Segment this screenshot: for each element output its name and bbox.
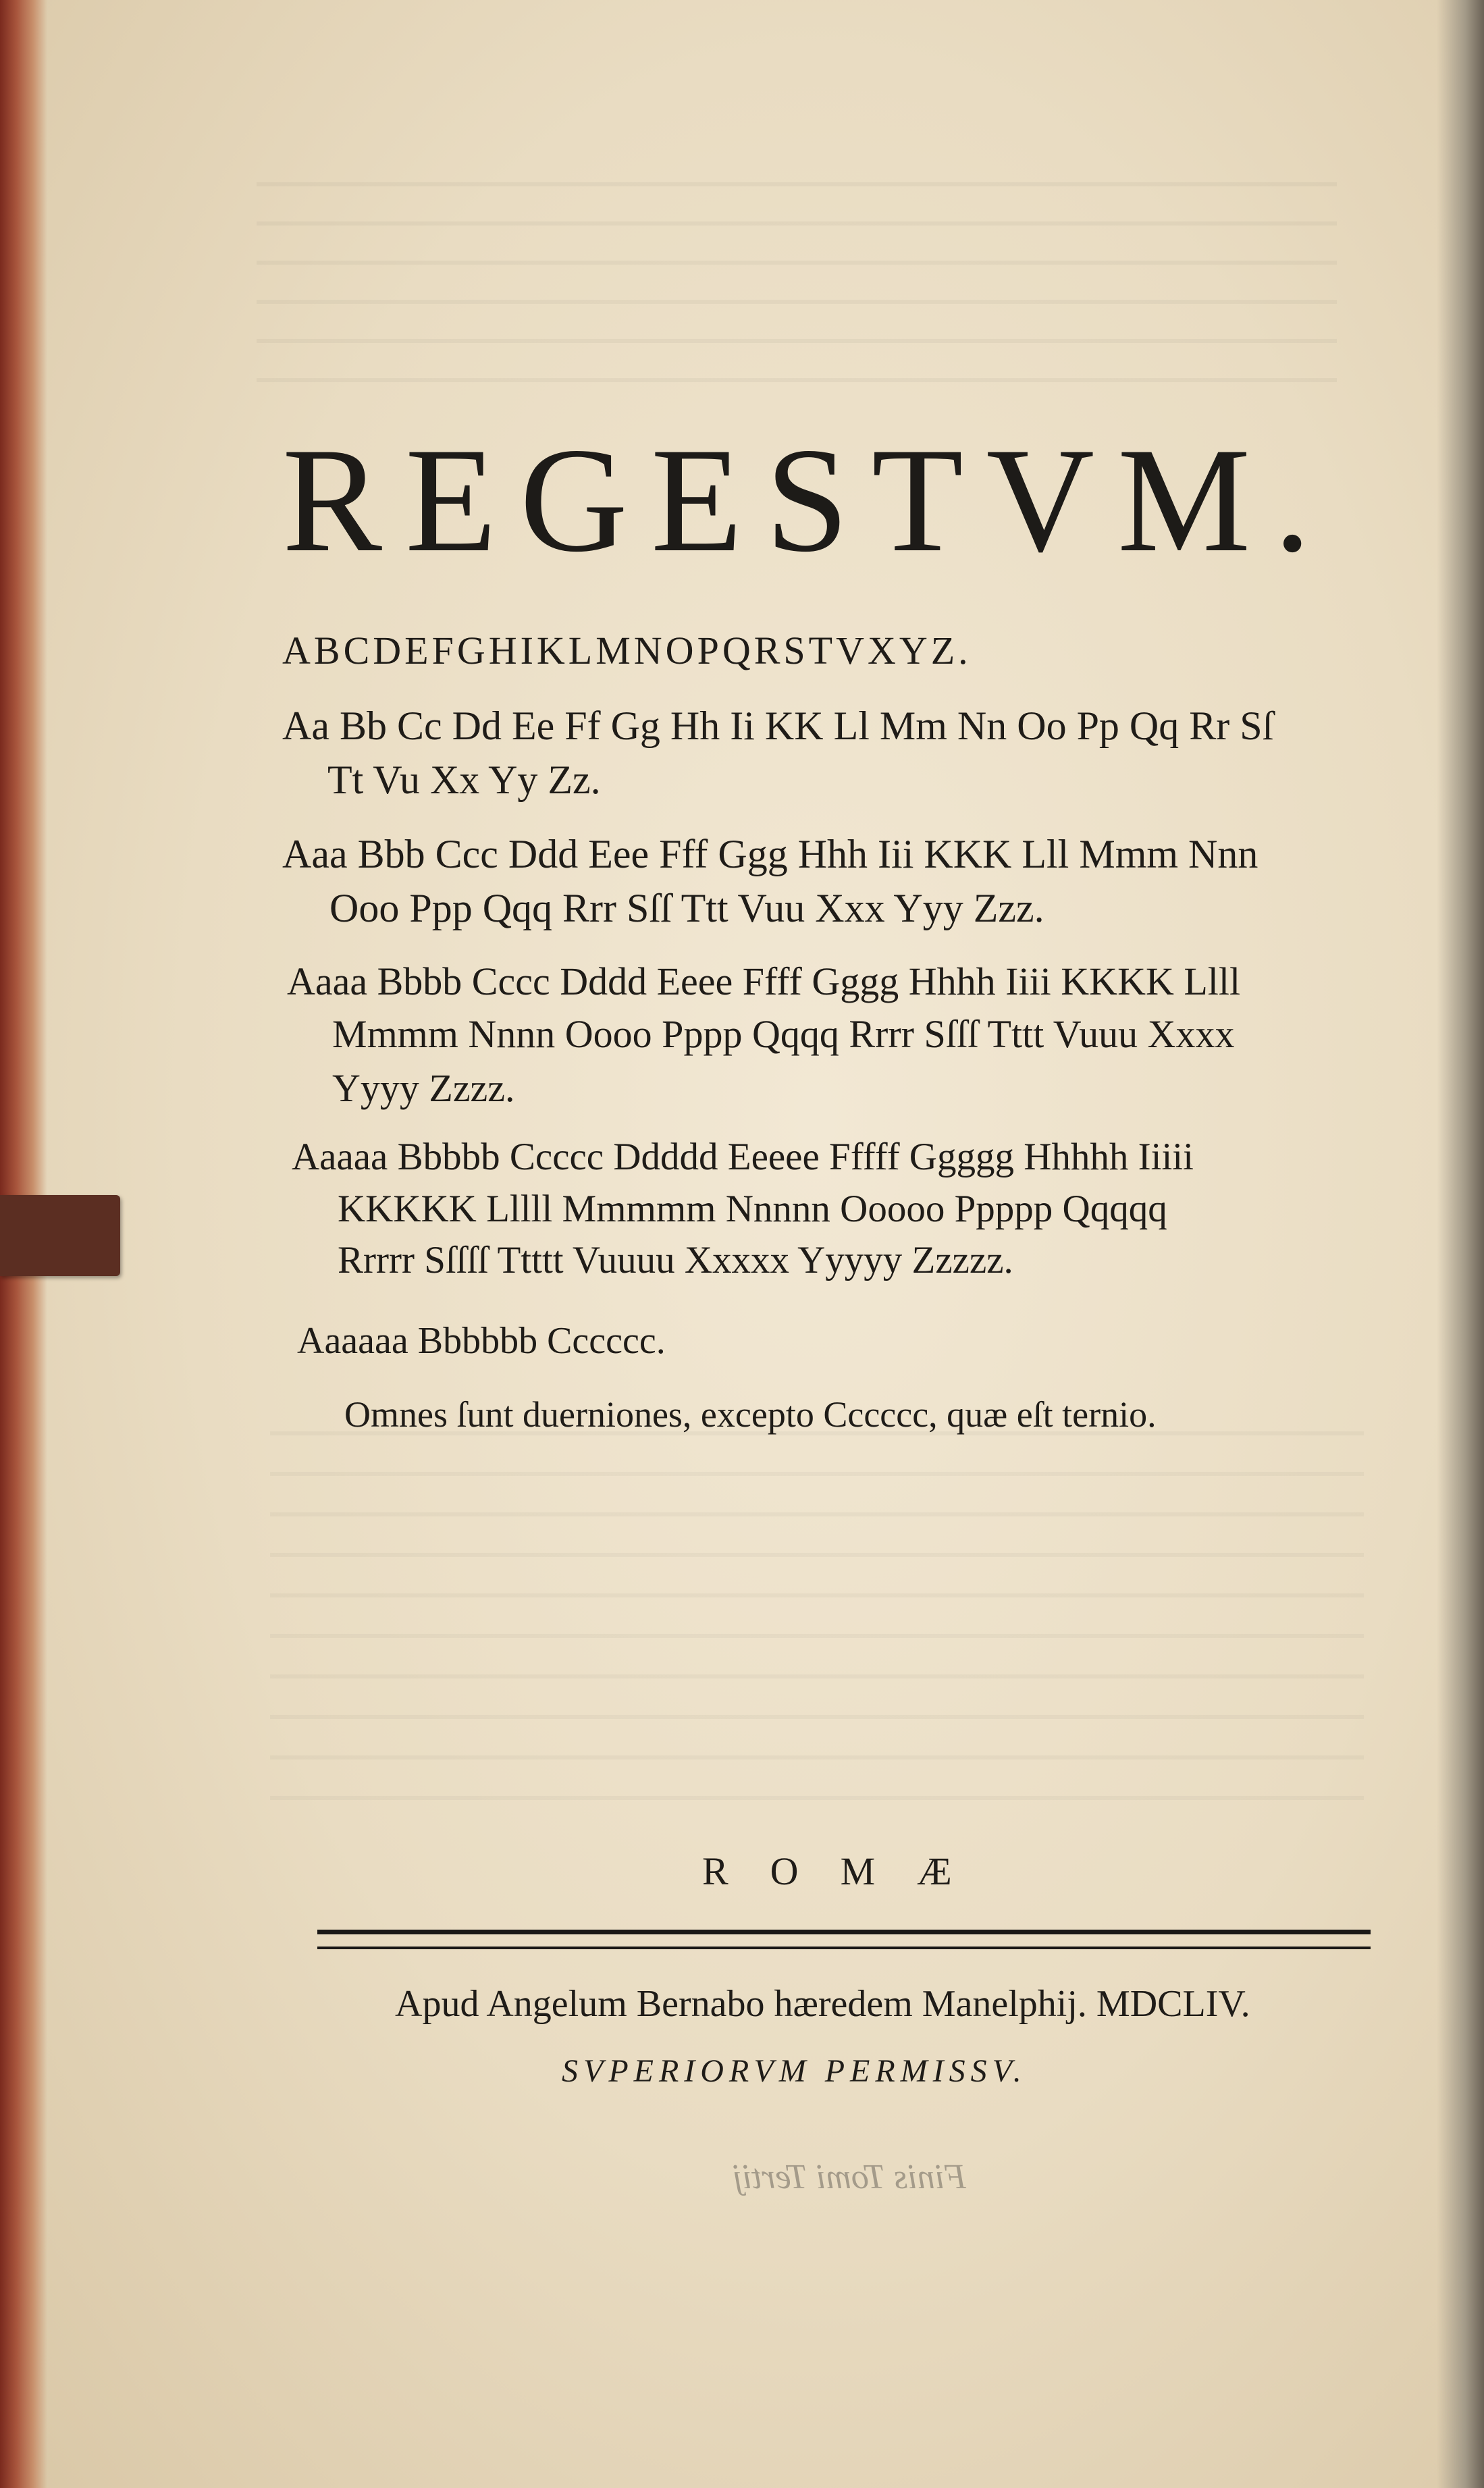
bleed-through-bottom [270, 1431, 1364, 1836]
register-line: Aaa Bbb Ccc Ddd Eee Fff Ggg Hhh Iii KKK Lll Mmm Nnn [282, 832, 1258, 876]
horizontal-rule [317, 1930, 1371, 1949]
page-title: REGESTVM. [282, 417, 1334, 583]
register-note: Omnes ſunt duerniones, excepto Cccccc, quæ eſt ternio. [344, 1394, 1157, 1435]
right-page-edge [1437, 0, 1484, 2488]
register-line: Aaaaaa Bbbbbb Cccccc. [297, 1320, 666, 1362]
register-line: Aaaa Bbbb Cccc Dddd Eeee Ffff Gggg Hhhh Iiii KKKK Llll [287, 959, 1241, 1003]
capital-alphabet: ABCDEFGHIKLMNOPQRSTVXYZ. [282, 629, 972, 672]
register-line: Tt Vu Xx Yy Zz. [327, 758, 601, 802]
register-line: Aa Bb Cc Dd Ee Ff Gg Hh Ii KK Ll Mm Nn Oo Pp Qq Rr Sſ [282, 704, 1274, 748]
printing-place: ROMÆ [702, 1849, 994, 1893]
register-line: KKKKK Lllll Mmmmm Nnnnn Ooooo Ppppp Qqqqq [338, 1188, 1167, 1230]
imprint-line: Apud Angelum Bernabo hæredem Manelphij. MDCLIV. [395, 1983, 1250, 2025]
bleed-through-top [257, 182, 1337, 405]
register-line: Ooo Ppp Qqq Rrr Sſſ Ttt Vuu Xxx Yyy Zzz. [329, 886, 1044, 930]
register-line: Aaaaa Bbbbb Ccccc Ddddd Eeeee Fffff Ggggg Hhhhh Iiiii [292, 1136, 1194, 1178]
register-line: Rrrrr Sſſſſ Ttttt Vuuuu Xxxxx Yyyyy Zzzzz. [338, 1239, 1013, 1281]
license-line: SVPERIORVM PERMISSV. [562, 2053, 1027, 2089]
handwritten-note: Finis Tomi Tertij [733, 2158, 966, 2196]
ribbon-tab [0, 1195, 120, 1276]
register-line: Mmmm Nnnn Oooo Pppp Qqqq Rrrr Sſſſ Tttt Vuuu Xxxx [332, 1012, 1235, 1056]
register-line: Yyyy Zzzz. [332, 1066, 515, 1110]
